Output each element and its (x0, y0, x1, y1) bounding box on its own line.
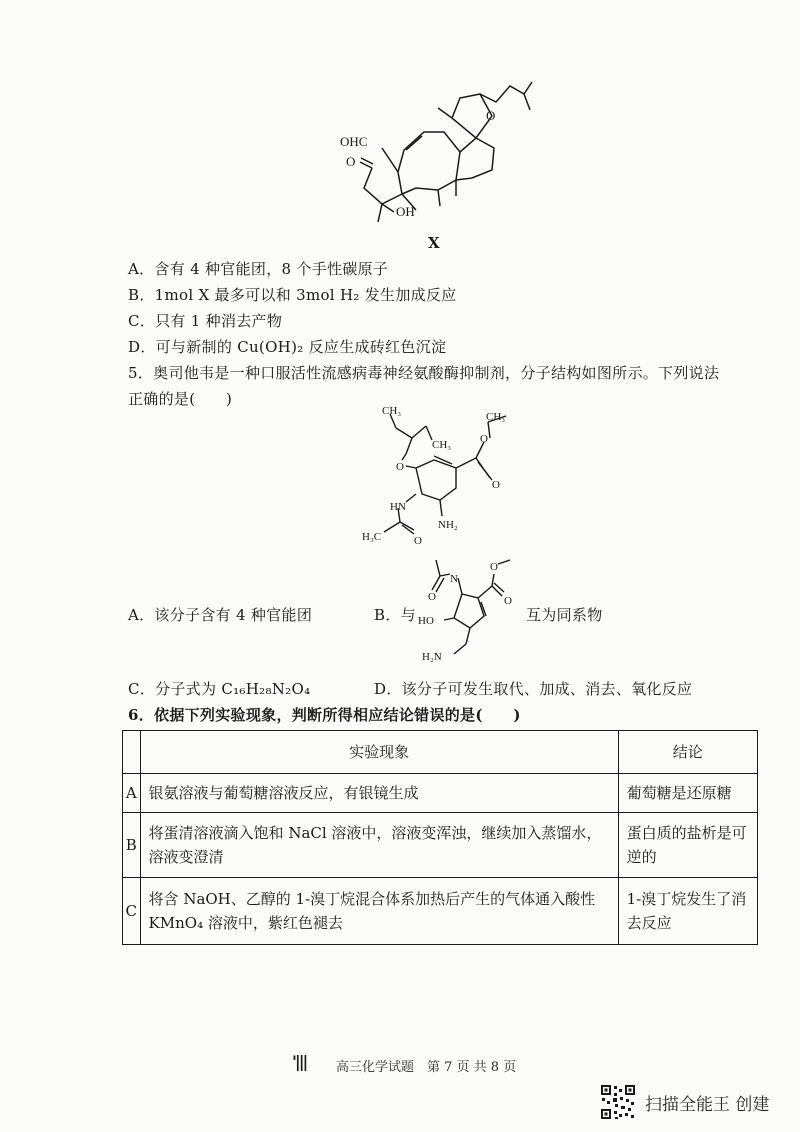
svg-text:CH₃: CH₃ (486, 411, 506, 423)
q5-option-a[interactable]: A．该分子含有 4 种官能团 (128, 606, 313, 624)
qr-code-icon (600, 1084, 636, 1120)
svg-text:HO: HO (418, 615, 434, 627)
svg-text:CH₃: CH₃ (382, 405, 402, 417)
q6-stem: 6．依据下列实验现象，判断所得相应结论错误的是( ) (128, 706, 521, 724)
svg-text:O: O (492, 479, 500, 491)
q5-stem-line2: 正确的是( ) (128, 390, 233, 408)
compound-x-structure (320, 80, 560, 240)
svg-text:O: O (414, 535, 422, 547)
q5-option-b-suffix[interactable]: 互为同系物 (526, 606, 603, 624)
table-row (123, 878, 758, 945)
svg-text:O: O (486, 108, 496, 123)
q4-option-d[interactable]: D．可与新制的 Cu(OH)₂ 反应生成砖红色沉淀 (128, 338, 447, 356)
svg-text:O: O (346, 154, 356, 169)
table-row (123, 813, 758, 878)
svg-text:OH: OH (396, 204, 415, 219)
svg-text:OHC: OHC (340, 134, 368, 149)
table-header-conclusion: 结论 (618, 731, 757, 774)
svg-text:HN: HN (390, 501, 406, 513)
svg-text:O: O (490, 561, 498, 573)
table-header-row (123, 731, 758, 774)
row-conclusion: 葡萄糖是还原糖 (618, 774, 757, 813)
svg-text:NH₂: NH₂ (438, 519, 458, 531)
compound-x-label: X (428, 234, 440, 252)
svg-text:H₃C: H₃C (362, 531, 382, 543)
svg-text:N: N (450, 573, 458, 585)
oseltamivir-structure (360, 404, 540, 554)
q4-option-b[interactable]: B．1mol X 最多可以和 3mol H₂ 发生加成反应 (128, 286, 457, 304)
row-conclusion: 蛋白质的盐析是可逆的 (618, 813, 757, 878)
option-b-structure (414, 556, 524, 666)
page-footer: 高三化学试题 第 7 页 共 8 页 (336, 1060, 517, 1075)
q5-option-b-prefix[interactable]: B．与 (374, 606, 416, 624)
row-phenomenon: 将含 NaOH、乙醇的 1-溴丁烷混合体系加热后产生的气体通入酸性 KMnO₄ 溶液中，紫红色褪去 (140, 878, 618, 945)
svg-text:O: O (504, 595, 512, 607)
svg-text:O: O (480, 433, 488, 445)
experiment-table (122, 730, 758, 945)
scanner-watermark: 扫描全能王 创建 (645, 1095, 770, 1115)
table-header-label (123, 731, 141, 774)
table-header-phenomenon: 实验现象 (140, 731, 618, 774)
row-phenomenon: 将蛋清溶液滴入饱和 NaCl 溶液中，溶液变浑浊，继续加入蒸馏水，溶液变澄清 (140, 813, 618, 878)
row-label: B (123, 813, 141, 878)
table-row (123, 774, 758, 813)
svg-text:O: O (396, 461, 404, 473)
row-label: A (123, 774, 141, 813)
row-label: C (123, 878, 141, 945)
row-phenomenon: 银氨溶液与葡萄糖溶液反应，有银镜生成 (140, 774, 618, 813)
q5-option-c[interactable]: C．分子式为 C₁₆H₂₈N₂O₄ (128, 680, 311, 698)
q4-option-c[interactable]: C．只有 1 种消去产物 (128, 312, 283, 330)
q4-option-a[interactable]: A．含有 4 种官能团，8 个手性碳原子 (128, 260, 389, 278)
svg-text:H₂N: H₂N (422, 651, 442, 663)
q5-option-d[interactable]: D．该分子可发生取代、加成、消去、氧化反应 (374, 680, 693, 698)
footer-logo: '||| (292, 1052, 307, 1071)
svg-text:O: O (428, 591, 436, 603)
row-conclusion: 1-溴丁烷发生了消去反应 (618, 878, 757, 945)
svg-text:CH₃: CH₃ (432, 439, 452, 451)
q5-stem-line1: 5．奥司他韦是一种口服活性流感病毒神经氨酸酶抑制剂，分子结构如图所示。下列说法 (128, 364, 720, 382)
